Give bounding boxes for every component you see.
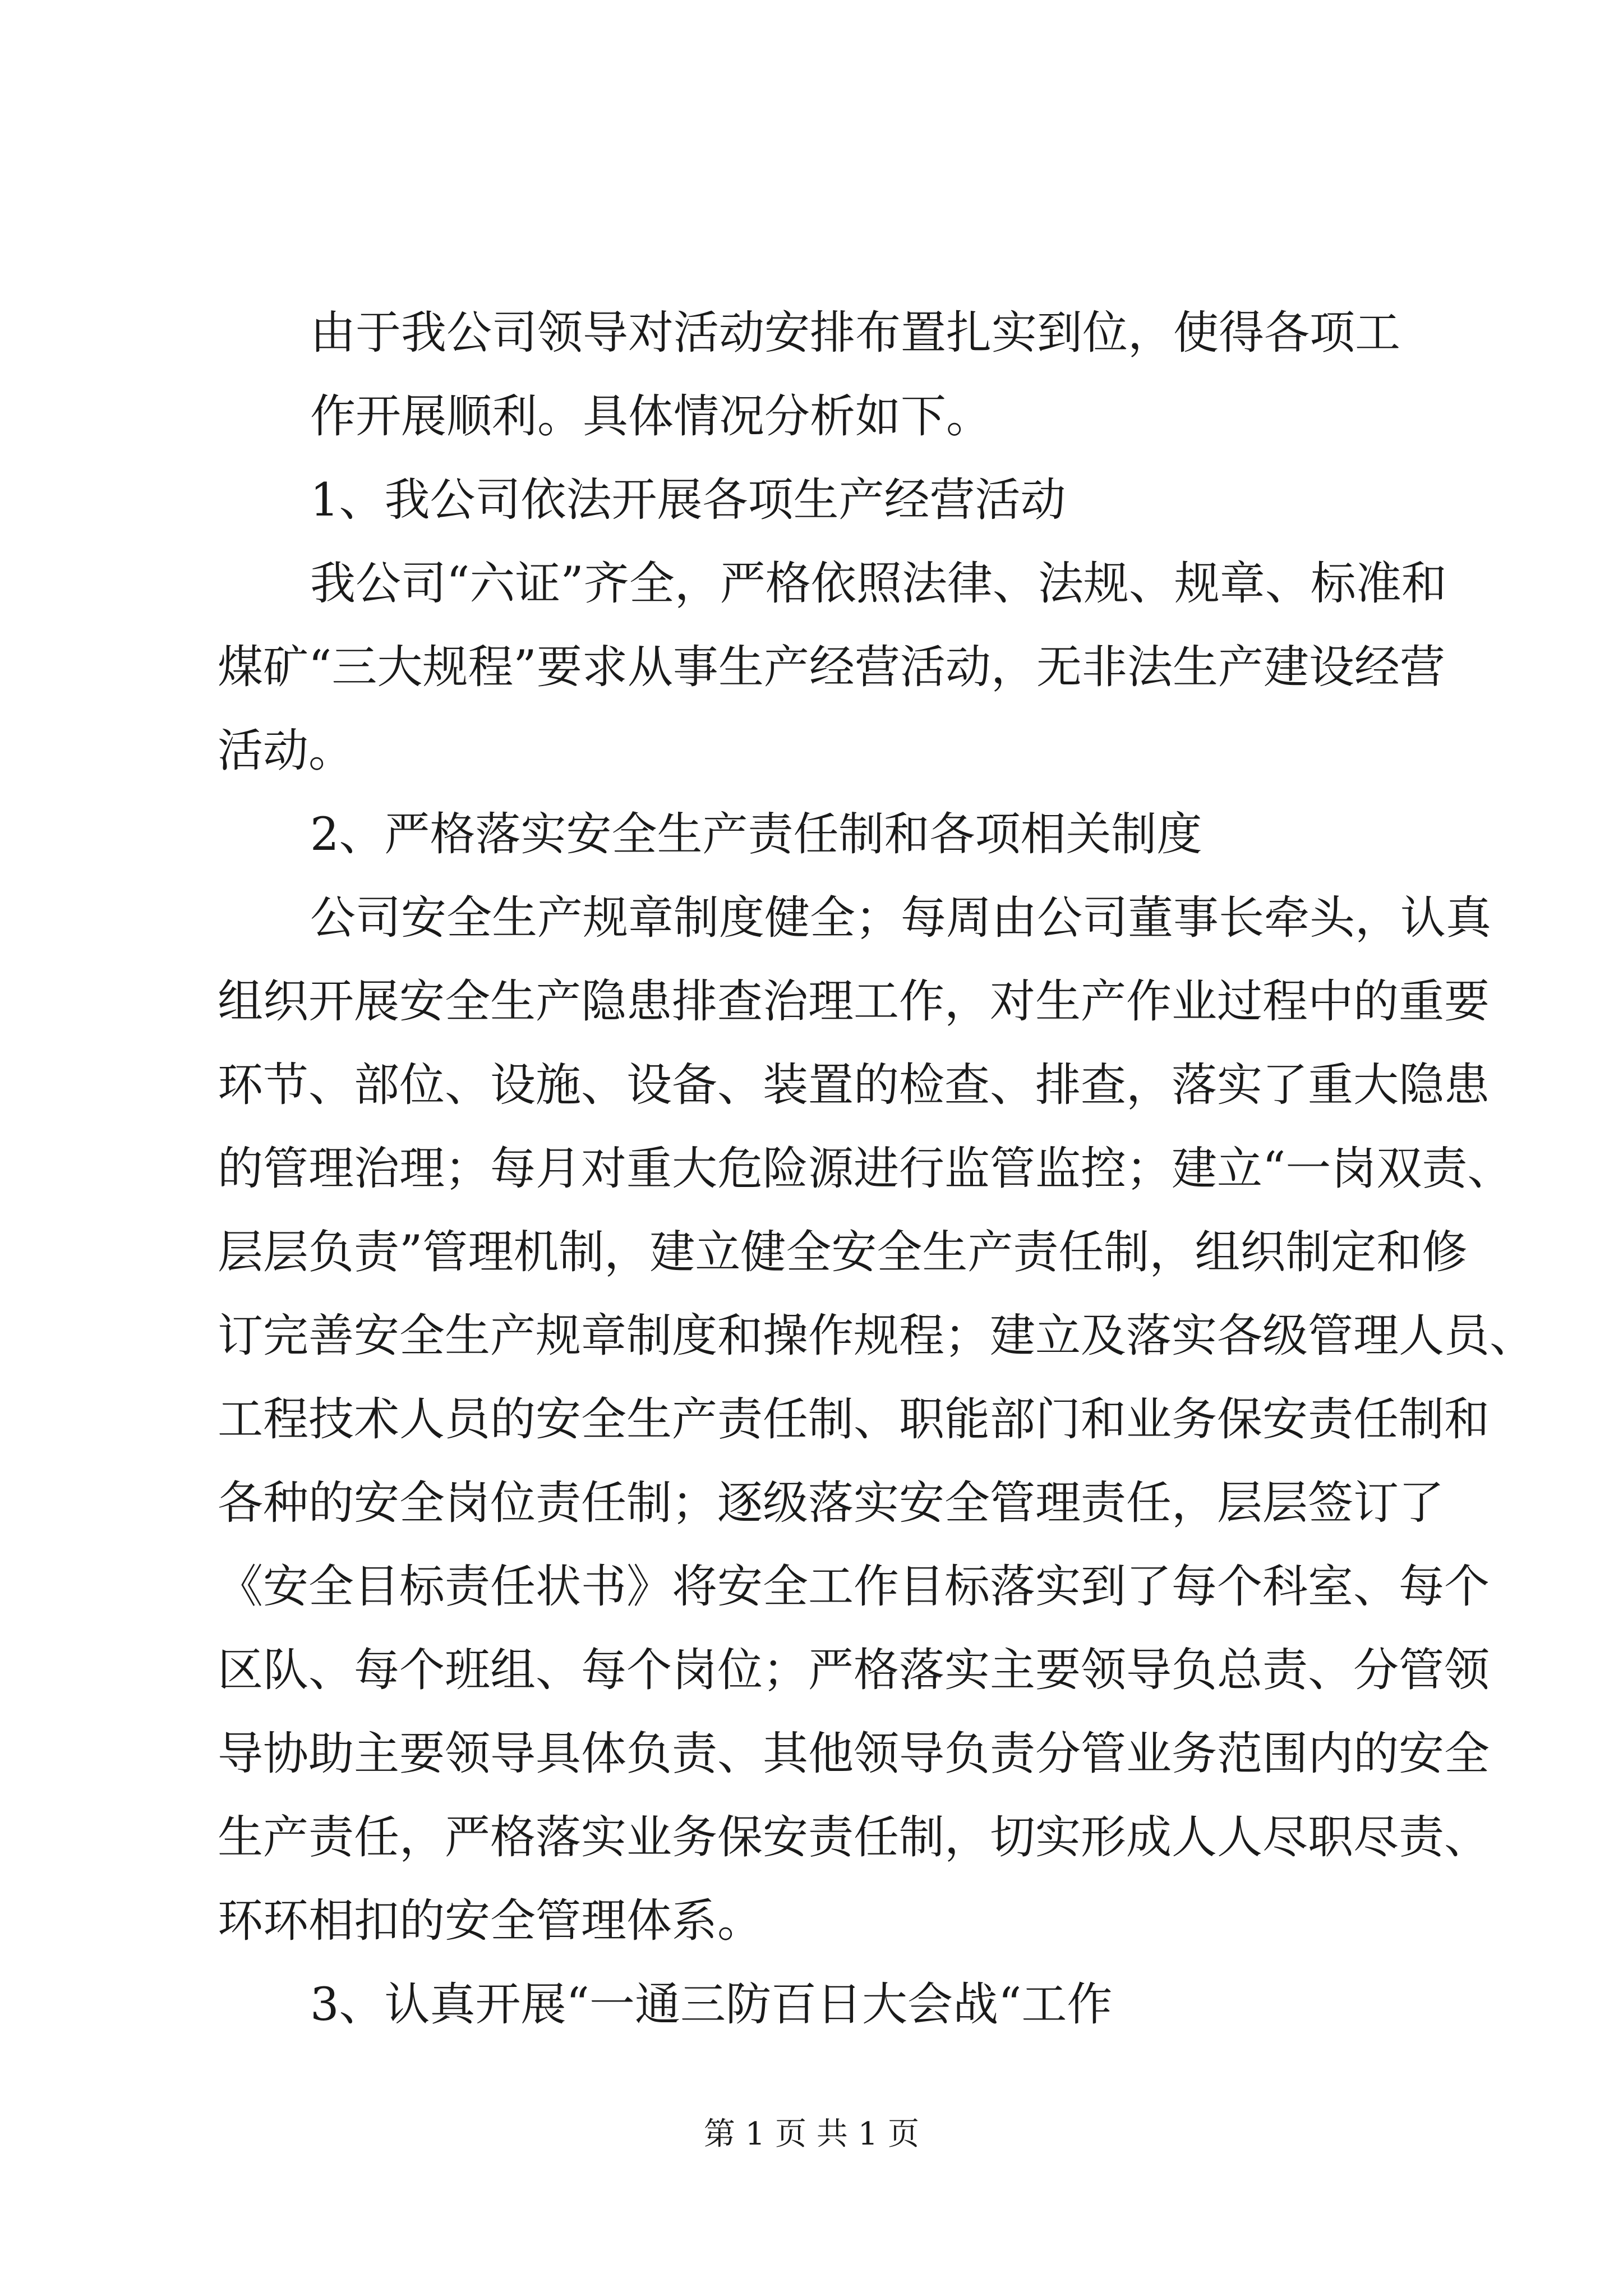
text-line: 3、认真开展“一通三防百日大会战“工作 — [310, 1978, 1113, 2031]
text-line: 导协助主要领导具体负责、其他领导负责分管业务范围内的安全 — [218, 1728, 1490, 1780]
text-line: 环环相扣的安全管理体系。 — [218, 1895, 763, 1948]
text-line: 由于我公司领导对活动安排布置扎实到位，使得各项工 — [310, 307, 1401, 360]
text-line: 2、严格落实安全生产责任制和各项相关制度 — [310, 808, 1202, 861]
text-line: 层层负责”管理机制，建立健全安全生产责任制，组织制定和修 — [218, 1226, 1468, 1279]
document-body — [218, 292, 1536, 2047]
text-line: 《安全目标责任状书》将安全工作目标落实到了每个科室、每个 — [218, 1561, 1490, 1613]
text-line: 区队、每个班组、每个岗位；严格落实主要领导负总责、分管领 — [218, 1644, 1490, 1697]
text-line: 煤矿“三大规程”要求从事生产经营活动，无非法生产建设经营 — [218, 641, 1445, 694]
text-line: 的管理治理；每月对重大危险源进行监管监控；建立“一岗双责、 — [218, 1143, 1513, 1195]
text-line: 工程技术人员的安全生产责任制、职能部门和业务保安责任制和 — [218, 1393, 1490, 1446]
text-line: 订完善安全生产规章制度和操作规程；建立及落实各级管理人员、 — [218, 1310, 1536, 1363]
text-line: 组织开展安全生产隐患排查治理工作，对生产作业过程中的重要 — [218, 976, 1490, 1028]
text-line: 环节、部位、设施、设备、装置的检查、排查，落实了重大隐患 — [218, 1059, 1490, 1112]
text-line: 各种的安全岗位责任制；逐级落实安全管理责任，层层签订了 — [218, 1477, 1445, 1530]
page-footer: 第 1 页 共 1 页 — [703, 2116, 920, 2152]
text-line: 我公司“六证”齐全，严格依照法律、法规、规章、标准和 — [310, 558, 1447, 610]
text-line: 生产责任，严格落实业务保安责任制，切实形成人人尽职尽责、 — [218, 1811, 1490, 1864]
text-line: 公司安全生产规章制度健全；每周由公司董事长牵头，认真 — [310, 892, 1492, 945]
text-line: 作开展顺利。具体情况分析如下。 — [310, 390, 992, 443]
text-line: 活动。 — [218, 725, 354, 777]
text-line: 1、我公司依法开展各项生产经营活动 — [310, 474, 1066, 527]
